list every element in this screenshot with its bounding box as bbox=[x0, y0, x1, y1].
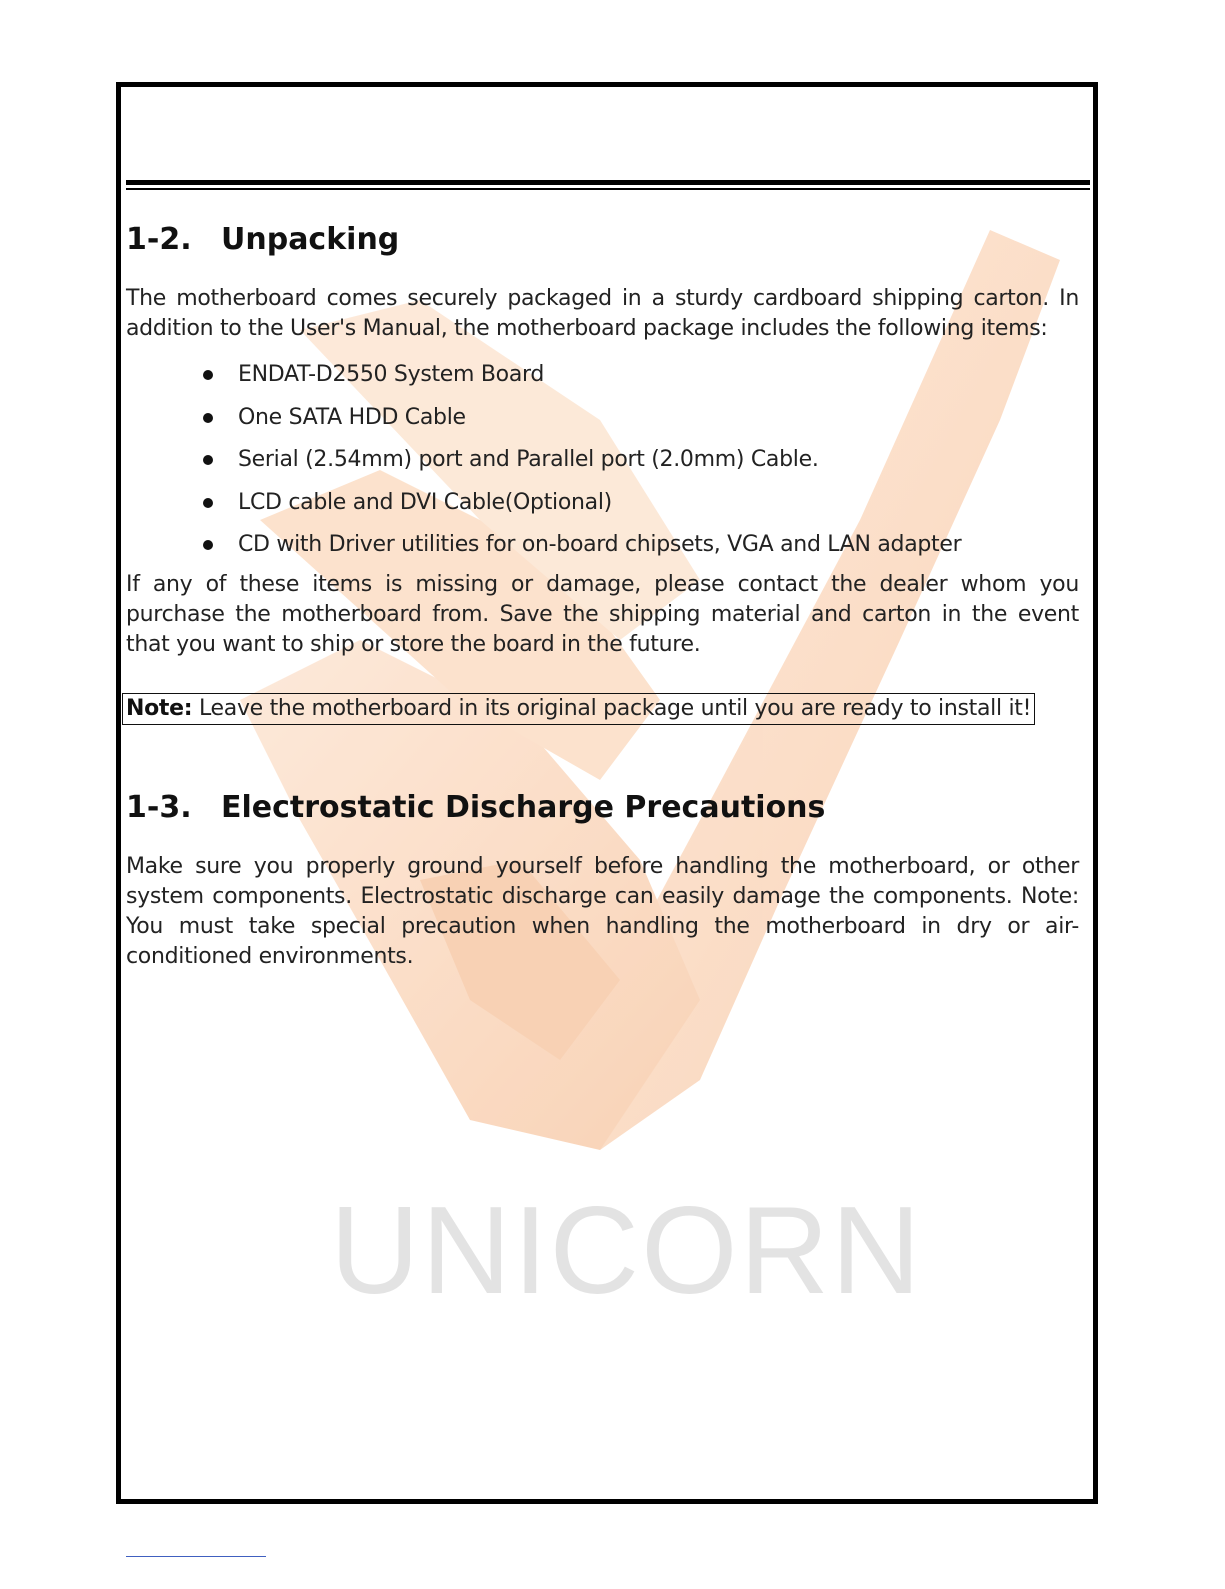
watermark-text: UNICORN bbox=[330, 1182, 923, 1320]
package-items-list bbox=[200, 360, 961, 573]
note-box bbox=[122, 693, 1035, 725]
section-number: 1-3. bbox=[126, 790, 192, 825]
list-item: LCD cable and DVI Cable(Optional) bbox=[200, 488, 961, 531]
list-item: Serial (2.54mm) port and Parallel port (2.0mm) Cable. bbox=[200, 445, 961, 488]
section-number: 1-2. bbox=[126, 222, 192, 257]
section-title: Unpacking bbox=[221, 222, 400, 257]
footer-link-underline bbox=[126, 1556, 266, 1557]
bullet-icon bbox=[203, 413, 213, 423]
note-label: Note: bbox=[126, 696, 193, 721]
section-heading-unpacking bbox=[126, 222, 399, 257]
unpacking-intro: The motherboard comes securely packaged in a sturdy cardboard shipping carton. In addition to the User's Manual, the motherboard package includes the following items: bbox=[126, 286, 1079, 341]
bullet-icon bbox=[203, 498, 213, 508]
unpacking-outro: If any of these items is missing or damage, please contact the dealer whom you purchase the motherboard from. Save the shipping material and carton in the event that you want to ship or store the board in the future. bbox=[126, 572, 1079, 657]
header-rule bbox=[126, 180, 1090, 185]
list-item: CD with Driver utilities for on-board chipsets, VGA and LAN adapter bbox=[200, 530, 961, 573]
section-heading-esd bbox=[126, 790, 825, 825]
list-item: ENDAT-D2550 System Board bbox=[200, 360, 961, 403]
list-item: One SATA HDD Cable bbox=[200, 403, 961, 446]
bullet-icon bbox=[203, 540, 213, 550]
header-rule-thin bbox=[126, 188, 1090, 190]
bullet-icon bbox=[203, 370, 213, 380]
esd-body: Make sure you properly ground yourself before handling the motherboard, or other system components. Electrostatic discharge can easily damage the components. Note: You must take special precaution when handling the motherboard in dry or air-conditioned environments. bbox=[126, 854, 1079, 969]
bullet-icon bbox=[203, 455, 213, 465]
note-text: Leave the motherboard in its original package until you are ready to install it! bbox=[192, 696, 1032, 721]
section-title: Electrostatic Discharge Precautions bbox=[221, 790, 826, 825]
